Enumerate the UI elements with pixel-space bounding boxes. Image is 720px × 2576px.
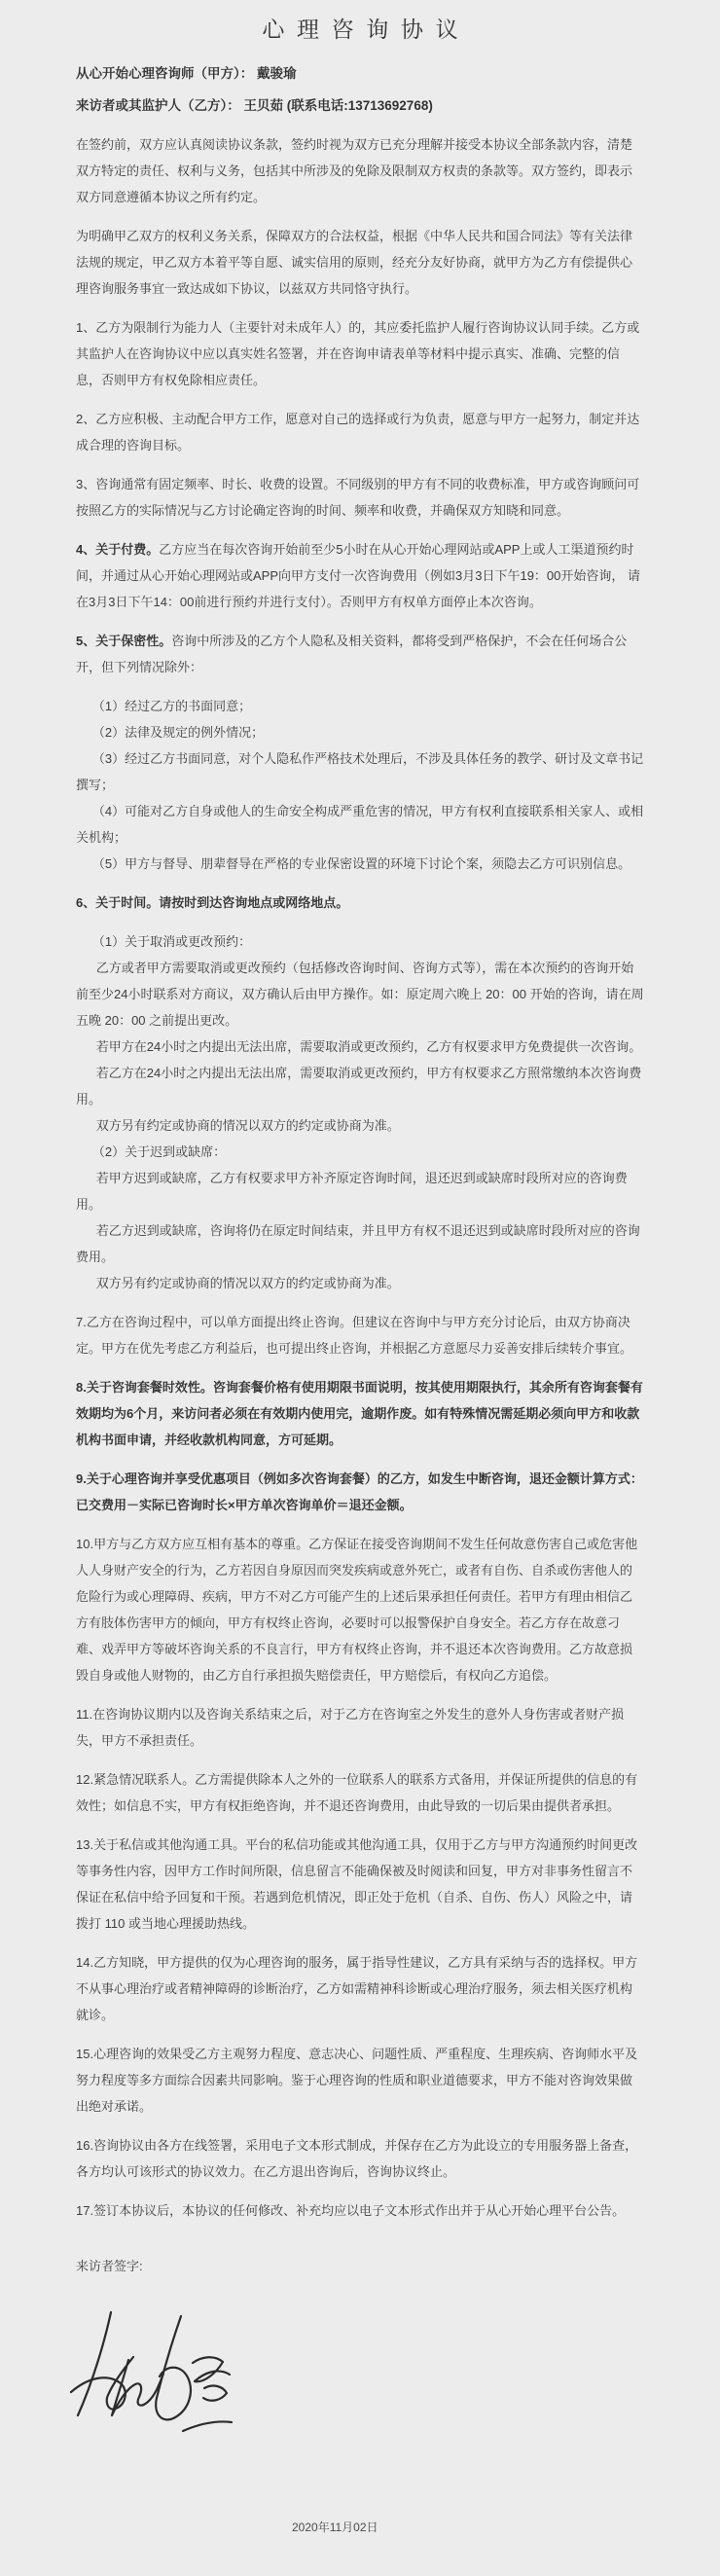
clause-6-sub-2-rule-b: 若乙方迟到或缺席，咨询将仍在原定时间结束，并且甲方有权不退还迟到或缺席时段所对应的咨询费用。 (76, 1223, 640, 1264)
clause-6-sub-1-rule-c: 双方另有约定或协商的情况以双方的约定或协商为准。 (95, 1118, 400, 1133)
clause-14: 14.乙方知晓，甲方提供的仅为心理咨询的服务，属于指导性建议，乙方具有采纳与否的选择权。甲方不从事心理治疗或者精神障碍的诊断治疗，乙方如需精神科诊断或心理治疗服务，须去相关医疗机构就诊。 (76, 1955, 638, 2022)
party-b-line: 来访者或其监护人（乙方）： 王贝茹 (联系电话:13713692768) (76, 98, 433, 113)
clause-1: 1、乙方为限制行为能力人（主要针对未成年人）的，其应委托监护人履行咨询协议认同手续。乙方或其监护人在咨询协议中应以真实姓名签署，并在咨询申请表单等材料中提示真实、准确、完整的信息，否则甲方有权免除相应责任。 (76, 320, 640, 387)
visitor-signature-label: 来访者签字: (76, 2259, 143, 2273)
clause-4 (76, 536, 644, 615)
page-title: 心理咨询协议 (262, 17, 471, 42)
clause-5-body: 咨询中所涉及的乙方个人隐私及相关资料，都将受到严格保护，不会在任何场合公开，但下列情况除外： (76, 634, 628, 674)
clause-11: 11.在咨询协议期内以及咨询关系结束之后，对于乙方在咨询室之外发生的意外人身伤害或者财产损失，甲方不承担责任。 (76, 1707, 625, 1748)
clause-15: 15.心理咨询的效果受乙方主观努力程度、意志决心、问题性质、严重程度、生理疾病、咨询师水平及努力程度等多方面综合因素共同影响。鉴于心理咨询的性质和职业道德要求，甲方不能对咨询效果做出绝对承诺。 (76, 2047, 638, 2114)
clause-8: 8.关于咨询套餐时效性。咨询套餐价格有使用期限书面说明，按其使用期限执行，其余所有咨询套餐有效期均为6个月，来访问者必须在有效期内使用完，逾期作废。如有特殊情况需延期必须向甲方和收款机构书面申请，并经收款机构同意，方可延期。 (76, 1380, 643, 1447)
clause-12: 12.紧急情况联系人。乙方需提供除本人之外的一位联系人的联系方式备用，并保证所提供的信息的有效性；如信息不实，甲方有权拒绝咨询，并不退还咨询费用，由此导致的一切后果由提供者承担。 (76, 1772, 638, 1813)
clause-9: 9.关于心理咨询并享受优惠项目（例如多次咨询套餐）的乙方，如发生中断咨询，退还金额计算方式：已交费用－实际已咨询时长×甲方单次咨询单价＝退还金额。 (76, 1471, 643, 1512)
clause-6-sub-1-body: 乙方或者甲方需要取消或更改预约（包括修改咨询时间、咨询方式等），需在本次预约的咨询开始前至少24小时联系对方商议，双方确认后由甲方操作。如：原定周六晚上 20：00 开始的咨询，请在周五晚 20：00 之前提出更改。 (76, 961, 644, 1028)
clause-16: 16.咨询协议由各方在线签署，采用电子文本形式制成，并保存在乙方为此设立的专用服务器上备查，各方均认可该形式的协议效力。在乙方退出咨询后，咨询协议终止。 (76, 2138, 638, 2179)
clause-6-sub-2-rule-c: 双方另有约定或协商的情况以双方的约定或协商为准。 (95, 1276, 400, 1290)
clause-6-sub-1-rule-b: 若乙方在24小时之内提出无法出席，需要取消或更改预约，甲方有权要求乙方照常缴纳本次咨询费用。 (76, 1066, 642, 1107)
clause-5-item-2: （2）法律及规定的例外情况； (91, 725, 265, 740)
clause-6-sub-2-rule-a: 若甲方迟到或缺席，乙方有权要求甲方补齐原定咨询时间，退还迟到或缺席时段所对应的咨询费用。 (76, 1171, 628, 1212)
clause-5-item-4: （4）可能对乙方自身或他人的生命安全构成严重危害的情况，甲方有权利直接联系相关家人、或相关机构； (76, 804, 644, 845)
clause-6: 6、关于时间。请按时到达咨询地点或网络地点。 (76, 895, 349, 910)
clause-17: 17.签订本协议后，本协议的任何修改、补充均应以电子文本形式作出并于从心开始心理平台公告。 (76, 2203, 626, 2218)
clause-10: 10.甲方与乙方双方应互相有基本的尊重。乙方保证在接受咨询期间不发生任何故意伤害自己或危害他人人身财产安全的行为，乙方若因自身原因而突发疾病或意外死亡，或者有自伤、自杀或伤害他人的危险行为或心理障碍、疾病，甲方不对乙方可能产生的上述后果承担任何责任。若甲方有理由相信乙方有肢体伤害甲方的倾向，甲方有权终止咨询，必要时可以报警保护自身安全。若乙方存在故意刁难、戏弄甲方等破坏咨询关系的不良言行，甲方有权终止咨询，并不退还本次咨询费用。乙方故意损毁自身或他人财物的，由乙方自行承担损失赔偿责任，甲方赔偿后，有权向乙方追偿。 (76, 1537, 638, 1683)
party-a-line: 从心开始心理咨询师（甲方）： 戴骏瑜 (76, 66, 297, 81)
clause-5 (76, 628, 644, 680)
preamble-2: 为明确甲乙双方的权利义务关系，保障双方的合法权益，根据《中华人民共和国合同法》等有关法律法规的规定，甲乙双方本着平等自愿、诚实信用的原则，经充分友好协商，就甲方为乙方有偿提供心理咨询服务事宜一致达成如下协议，以兹双方共同恪守执行。 (76, 229, 633, 296)
clause-5-item-1: （1）经过乙方的书面同意； (91, 699, 252, 713)
clause-6-sub-2-heading: （2）关于迟到或缺席： (91, 1144, 227, 1159)
clause-13: 13.关于私信或其他沟通工具。平台的私信功能或其他沟通工具，仅用于乙方与甲方沟通预约时间更改等事务性内容，因甲方工作时间所限，信息留言不能确保被及时阅读和回复，甲方对非事务性留言不保证在私信中给予回复和干预。若遇到危机情况，即正处于危机（自杀、自伤、伤人）风险之中，请拨打 110 或当地心理援助热线。 (76, 1837, 638, 1931)
clause-5-item-5: （5）甲方与督导、朋辈督导在严格的专业保密设置的环境下讨论个案，须隐去乙方可识别信息。 (91, 856, 631, 871)
clause-4-body: 乙方应当在每次咨询开始前至少5小时在从心开始心理网站或APP上或人工渠道预约时间，并通过从心开始心理网站或APP向甲方支付一次咨询费用（例如3月3日下午19：00开始咨询， 请在3月3日下午14：00前进行预约并进行支付）。否则甲方有权单方面停止本次咨询。 (76, 542, 641, 609)
visitor-signature-image (68, 2306, 238, 2452)
clause-6-sub-1-heading: （1）关于取消或更改预约： (91, 934, 252, 949)
clause-7: 7.乙方在咨询过程中，可以单方面提出终止咨询。但建议在咨询中与甲方充分讨论后，由双方协商决定。甲方在优先考虑乙方利益后，也可提出终止咨询，并根据乙方意愿尽力妥善安排后续转介事宜。 (76, 1315, 633, 1356)
clause-4-heading: 4、关于付费。 (76, 542, 160, 557)
clause-3: 3、咨询通常有固定频率、时长、收费的设置。不同级别的甲方有不同的收费标准，甲方或咨询顾问可按照乙方的实际情况与乙方讨论确定咨询的时间、频率和收费，并确保双方知晓和同意。 (76, 477, 640, 518)
signing-date: 2020年11月02日 (292, 2521, 378, 2534)
clause-5-item-3: （3）经过乙方书面同意，对个人隐私作严格技术处理后，不涉及具体任务的教学、研讨及文章书记撰写； (76, 751, 644, 792)
preamble-1: 在签约前，双方应认真阅读协议条款，签约时视为双方已充分理解并接受本协议全部条款内容，清楚双方特定的责任、权利与义务，包括其中所涉及的免除及限制双方权责的条款等。双方签约，即表示双方同意遵循本协议之所有约定。 (76, 137, 633, 204)
clause-2: 2、乙方应积极、主动配合甲方工作，愿意对自己的选择或行为负责，愿意与甲方一起努力，制定并达成合理的咨询目标。 (76, 412, 640, 453)
clause-5-heading: 5、关于保密性。 (76, 634, 172, 648)
clause-6-sub-1-rule-a: 若甲方在24小时之内提出无法出席，需要取消或更改预约，乙方有权要求甲方免费提供一次咨询。 (95, 1039, 642, 1054)
